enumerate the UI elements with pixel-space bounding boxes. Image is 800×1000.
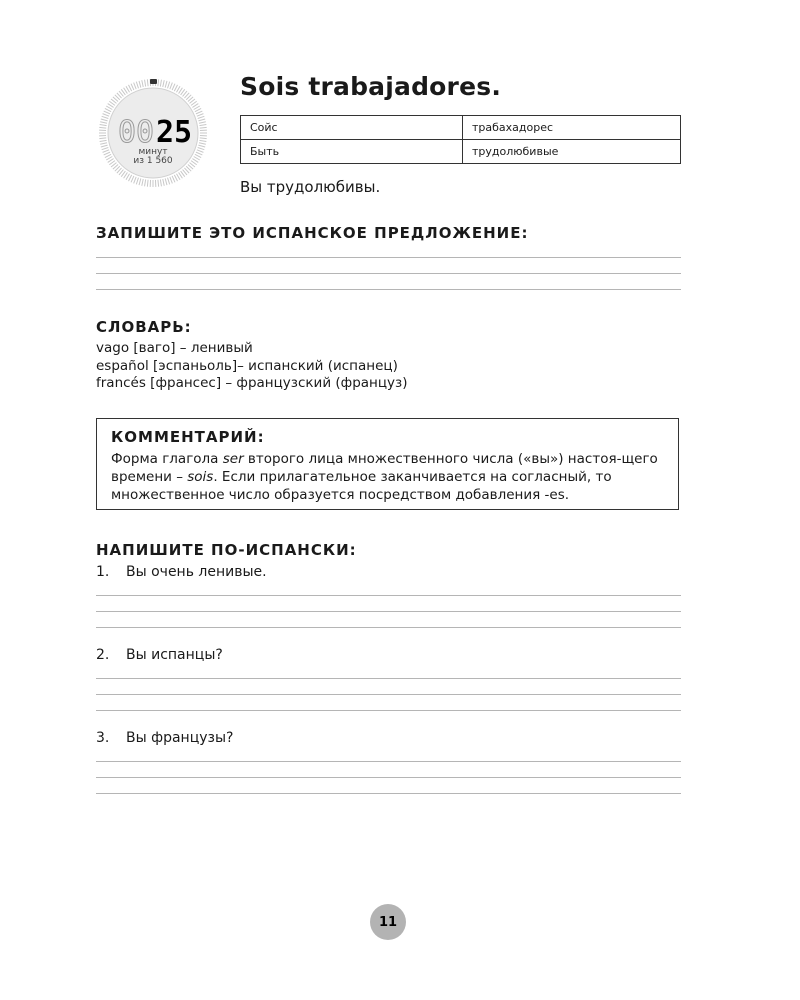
- exercise-text: Вы очень ленивые.: [126, 564, 267, 580]
- timer-tick: [101, 119, 108, 121]
- writing-line[interactable]: [96, 273, 681, 274]
- writing-line[interactable]: [96, 710, 681, 711]
- timer-tick: [158, 180, 159, 187]
- writing-line[interactable]: [96, 595, 681, 596]
- pron-word: Сойс: [241, 116, 463, 140]
- timer-tick: [198, 145, 205, 147]
- timer-tick: [158, 79, 159, 86]
- timer-tick: [196, 152, 202, 155]
- timer-tick: [160, 179, 161, 186]
- timer-tick: [104, 152, 110, 155]
- timer-tick: [134, 83, 137, 90]
- timer-tick: [197, 150, 204, 153]
- pron-value: трудолюбивые: [463, 140, 681, 164]
- timer-tick: [197, 114, 204, 117]
- timer-tick: [160, 80, 161, 87]
- timer-tick: [131, 176, 134, 182]
- timer-dim-digits: 00: [117, 115, 155, 150]
- timer-dial: [94, 76, 212, 188]
- timer-tick: [142, 179, 143, 186]
- timer-label-top: минут: [138, 147, 168, 157]
- timer-tick: [100, 125, 107, 126]
- timer-tick: [134, 177, 137, 184]
- list-item: vago [ваго] – ленивый: [96, 340, 253, 356]
- timer-tick: [131, 84, 134, 90]
- writing-line[interactable]: [96, 761, 681, 762]
- writing-line[interactable]: [96, 611, 681, 612]
- writing-line[interactable]: [96, 627, 681, 628]
- timer-tick: [168, 82, 170, 89]
- timer-tick: [105, 154, 111, 157]
- timer-tick: [139, 81, 141, 88]
- timer-tick: [165, 81, 167, 88]
- timer-tick: [200, 127, 207, 128]
- exercise-number: 2.: [96, 647, 110, 663]
- exercise-item: [96, 730, 233, 746]
- timer-tick: [99, 127, 106, 128]
- timer-crown-icon: [150, 79, 157, 84]
- timer-tick: [99, 138, 106, 139]
- timer-tick: [102, 116, 109, 118]
- writing-line[interactable]: [96, 257, 681, 258]
- timer-tick: [163, 80, 164, 87]
- timer-tick: [104, 111, 110, 114]
- exercise-number: 3.: [96, 730, 110, 746]
- writing-line[interactable]: [96, 777, 681, 778]
- timer-tick: [103, 150, 110, 153]
- timer-tick: [196, 111, 202, 114]
- comment-box: [96, 418, 679, 510]
- exercise-item: [96, 647, 223, 663]
- timer-tick: [199, 140, 206, 141]
- vocabulary-list: [96, 340, 408, 393]
- comment-text: [111, 450, 664, 504]
- timer-tick: [170, 177, 173, 184]
- timer-tick: [128, 175, 131, 181]
- exercise-text: Вы французы?: [126, 730, 234, 746]
- timer-tick: [100, 140, 107, 141]
- list-item: español [эспаньоль]– испанский (испанец): [96, 357, 398, 374]
- timer-tick: [198, 148, 205, 150]
- timer-tick: [136, 82, 138, 89]
- timer-tick: [128, 85, 131, 91]
- timer-tick: [145, 80, 146, 87]
- timer-tick: [102, 148, 109, 150]
- exercise-number: 1.: [96, 564, 110, 580]
- comment-text-part: . Если прилагательное заканчивается на согласный, то множественное число образуется посредством добавления -es.: [111, 469, 612, 503]
- writing-line[interactable]: [96, 289, 681, 290]
- timer-tick: [172, 176, 175, 182]
- vocabulary-heading: СЛОВАРЬ:: [96, 318, 192, 336]
- page-number: 11: [370, 904, 406, 940]
- timer-tick: [174, 175, 177, 181]
- comment-text-part: второго лица множественного числа («вы») настоя-щего времени –: [111, 451, 658, 485]
- comment-emphasis: sois: [187, 469, 214, 485]
- timer-tick: [199, 122, 206, 123]
- timer-tick: [199, 125, 206, 126]
- timer-tick: [100, 122, 107, 123]
- table-row: [241, 116, 681, 140]
- pron-word: Быть: [241, 140, 463, 164]
- timer-label-bottom: из 1 560: [133, 156, 173, 166]
- lesson-title: Sois trabajadores.: [240, 72, 502, 101]
- exercise-text: Вы испанцы?: [126, 647, 223, 663]
- timer-tick: [147, 180, 148, 187]
- timer-tick: [174, 85, 177, 91]
- timer-tick: [103, 114, 110, 117]
- exercise-item: [96, 564, 267, 580]
- pronunciation-table: [240, 115, 681, 164]
- timer-tick: [200, 138, 207, 139]
- timer-tick: [195, 108, 201, 111]
- pron-value: трабахадорес: [463, 116, 681, 140]
- timer-tick: [165, 178, 167, 185]
- timer-tick: [101, 145, 108, 147]
- write-heading: ЗАПИШИТЕ ЭТО ИСПАНСКОЕ ПРЕДЛОЖЕНИЕ:: [96, 224, 529, 242]
- timer-tick: [139, 178, 141, 185]
- timer-tick: [142, 80, 143, 87]
- timer-tick: [170, 83, 173, 90]
- writing-line[interactable]: [96, 678, 681, 679]
- timer-tick: [172, 84, 175, 90]
- timer-tick: [136, 178, 138, 185]
- timer-tick: [168, 178, 170, 185]
- comment-heading: КОММЕНТАРИЙ:: [111, 428, 265, 446]
- comment-emphasis: ser: [222, 451, 244, 467]
- timer-minutes: 25: [155, 115, 193, 150]
- timer-tick: [198, 116, 205, 118]
- timer-tick: [198, 119, 205, 121]
- timer-tick: [199, 143, 206, 144]
- list-item: francés [франсес] – французский (француз): [96, 375, 408, 391]
- timer-tick: [147, 79, 148, 86]
- timer-tick: [195, 154, 201, 157]
- exercises-heading: НАПИШИТЕ ПО-ИСПАНСКИ:: [96, 541, 357, 559]
- translation: Вы трудолюбивы.: [240, 178, 381, 196]
- comment-text-part: Форма глагола: [111, 451, 223, 467]
- writing-line[interactable]: [96, 694, 681, 695]
- timer-tick: [100, 143, 107, 144]
- timer-tick: [163, 179, 164, 186]
- table-row: [241, 140, 681, 164]
- timer-tick: [145, 179, 146, 186]
- writing-line[interactable]: [96, 793, 681, 794]
- timer-badge: [94, 76, 212, 188]
- timer-tick: [105, 108, 111, 111]
